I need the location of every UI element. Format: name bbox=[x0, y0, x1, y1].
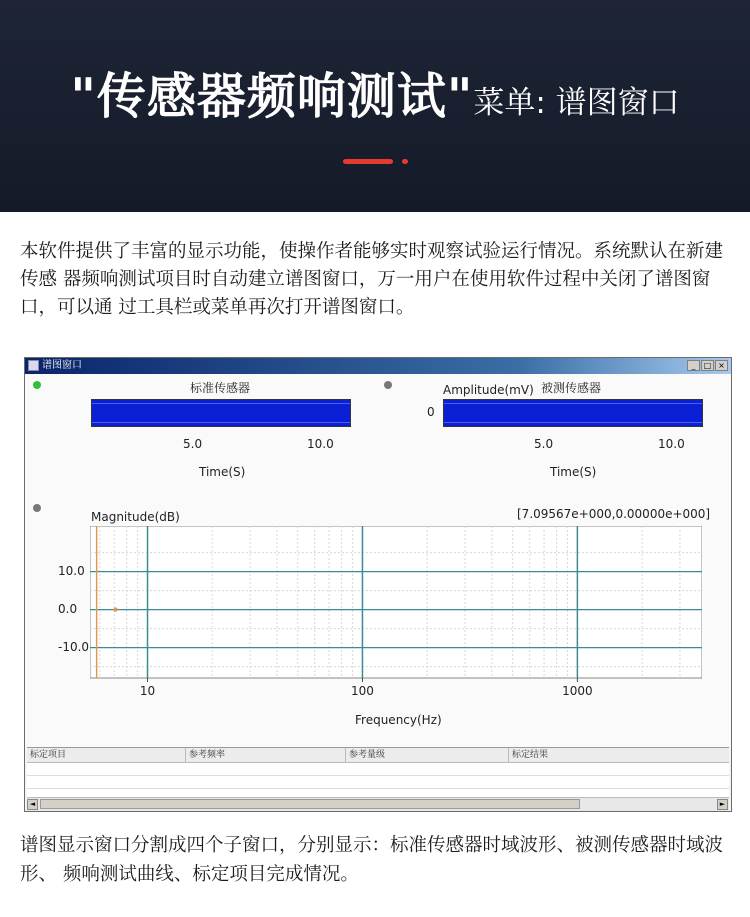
chart-frame bbox=[90, 526, 702, 678]
tested-xtick-5: 5.0 bbox=[534, 437, 554, 451]
banner-title bbox=[0, 58, 750, 128]
window-titlebar[interactable] bbox=[25, 358, 731, 374]
standard-xtick-5: 5.0 bbox=[183, 437, 203, 451]
y-tick-label: 10.0 bbox=[58, 563, 85, 578]
tested-xlabel: Time(S) bbox=[550, 465, 597, 479]
scroll-left-icon[interactable]: ◄ bbox=[27, 799, 38, 810]
tested-waveform bbox=[443, 399, 703, 427]
tested-xtick-10: 10.0 bbox=[658, 437, 685, 451]
data-point[interactable] bbox=[113, 607, 117, 611]
table-row[interactable] bbox=[27, 763, 729, 776]
table-header bbox=[27, 748, 729, 763]
frequency-response-chart[interactable] bbox=[90, 526, 702, 700]
tested-ytick-0: 0 bbox=[427, 405, 435, 419]
spectrum-window bbox=[24, 357, 732, 812]
intro-paragraph: 本软件提供了丰富的显示功能，使操作者能够实时观察试验运行情况。系统默认在新建传感 器频响测试项目时自动建立谱图窗口，万一用户在使用软件过程中关闭了谱图窗口，可以通 过工具栏或菜单再次打开谱图窗口。 bbox=[20, 241, 724, 318]
column-header[interactable]: 标定项目 bbox=[27, 748, 186, 762]
table-row[interactable] bbox=[27, 776, 729, 789]
x-tick-label: 100 bbox=[350, 684, 374, 698]
banner-title-main: "传感器频响测试" bbox=[70, 68, 474, 125]
header-banner bbox=[0, 0, 750, 212]
window-title: 谱图窗口 bbox=[42, 360, 82, 371]
column-header[interactable]: 标定结果 bbox=[512, 750, 549, 760]
close-button[interactable]: × bbox=[715, 360, 728, 371]
accent-dot bbox=[402, 159, 408, 164]
status-dot-green-icon bbox=[33, 381, 41, 389]
maximize-button[interactable]: □ bbox=[701, 360, 714, 371]
horizontal-scrollbar[interactable] bbox=[27, 797, 729, 811]
tested-ylabel: Amplitude(mV) bbox=[443, 383, 534, 397]
tested-sensor-title: 被测传感器 bbox=[541, 381, 602, 395]
banner-title-suffix: 菜单: 谱图窗口 bbox=[473, 85, 680, 121]
outro-paragraph: 谱图显示窗口分割成四个子窗口，分别显示：标准传感器时域波形、被测传感器时域波形、 频响测试曲线、标定项目完成情况。 bbox=[20, 835, 724, 885]
scroll-thumb[interactable] bbox=[40, 799, 580, 809]
freq-ylabel: Magnitude(dB) bbox=[91, 510, 180, 524]
status-dot-gray-icon bbox=[384, 381, 392, 389]
standard-sensor-title: 标准传感器 bbox=[190, 381, 251, 395]
minimize-button[interactable]: _ bbox=[687, 360, 700, 371]
x-tick-label: 1000 bbox=[562, 684, 593, 698]
standard-xlabel: Time(S) bbox=[199, 465, 246, 479]
window-icon bbox=[28, 360, 39, 371]
standard-waveform bbox=[91, 399, 351, 427]
y-tick-label: -10.0 bbox=[58, 639, 90, 654]
x-tick-label: 10 bbox=[139, 684, 156, 698]
cursor-readout: [7.09567e+000,0.00000e+000] bbox=[517, 507, 711, 521]
scroll-right-icon[interactable]: ► bbox=[717, 799, 728, 810]
plot-area bbox=[25, 374, 731, 748]
freq-xlabel: Frequency(Hz) bbox=[355, 713, 442, 727]
status-dot-gray-icon bbox=[33, 504, 41, 512]
column-header[interactable]: 参考频率 bbox=[186, 748, 346, 762]
calibration-table bbox=[27, 747, 729, 798]
column-header[interactable]: 参考量级 bbox=[346, 748, 509, 762]
standard-xtick-10: 10.0 bbox=[307, 437, 334, 451]
y-tick-label: 0.0 bbox=[58, 601, 78, 616]
accent-dash bbox=[343, 159, 393, 164]
